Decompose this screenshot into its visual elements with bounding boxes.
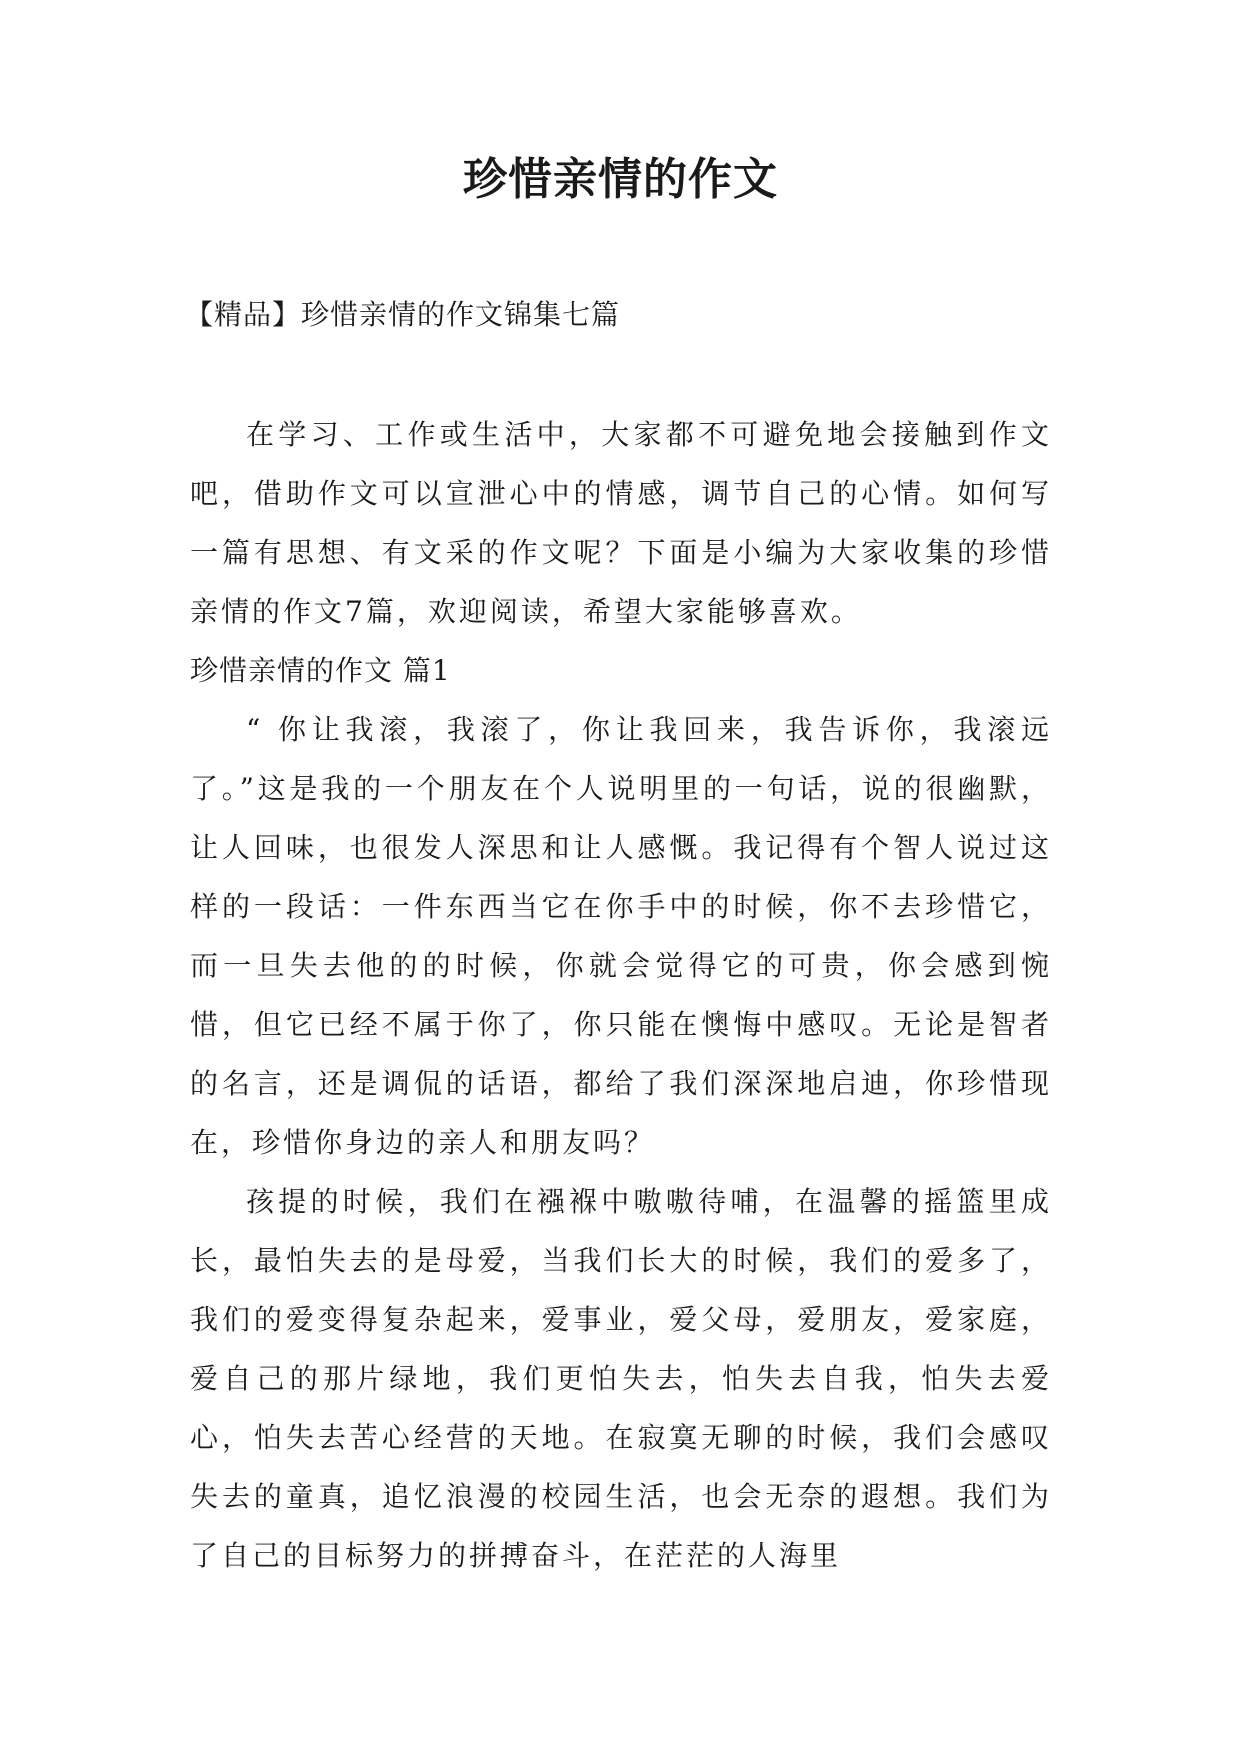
body-paragraph: “ 你让我滚，我滚了，你让我回来，我告诉你，我滚远了。”这是我的一个朋友在个人说明里的一句话，说的很幽默，让人回味，也很发人深思和让人感慨。我记得有个智人说过这样的一段话：一件东西当它在你手中的时候，你不去珍惜它，而一旦失去他的的时候，你就会觉得它的可贵，你会感到惋惜，但它已经不属于你了，你只能在懊悔中感叹。无论是智者的名言，还是调侃的话语，都给了我们深深地启迪，你珍惜现在，珍惜你身边的亲人和朋友吗？	[190, 713, 1052, 1159]
section-heading: 珍惜亲情的作文 篇1	[190, 654, 451, 687]
body-paragraph: 孩提的时候，我们在襁褓中嗷嗷待哺，在温馨的摇篮里成长，最怕失去的是母爱，当我们长大的时候，我们的爱多了，我们的爱变得复杂起来，爱事业，爱父母，爱朋友，爱家庭，爱自己的那片绿地，我们更怕失去，怕失去自我，怕失去爱心，怕失去苦心经营的天地。在寂寞无聊的时候，我们会感叹失去的童真，追忆浪漫的校园生活，也会无奈的遐想。我们为了自己的目标努力的拼搏奋斗，在茫茫的人海里	[190, 1185, 1052, 1572]
document-body	[190, 405, 1052, 1585]
document-subtitle: 【精品】珍惜亲情的作文锦集七篇	[185, 298, 621, 331]
intro-paragraph: 在学习、工作或生活中，大家都不可避免地会接触到作文吧，借助作文可以宣泄心中的情感，调节自己的心情。如何写一篇有思想、有文采的作文呢？下面是小编为大家收集的珍惜亲情的作文7篇，欢迎阅读，希望大家能够喜欢。	[190, 418, 1052, 628]
document-title: 珍惜亲情的作文	[463, 154, 778, 205]
